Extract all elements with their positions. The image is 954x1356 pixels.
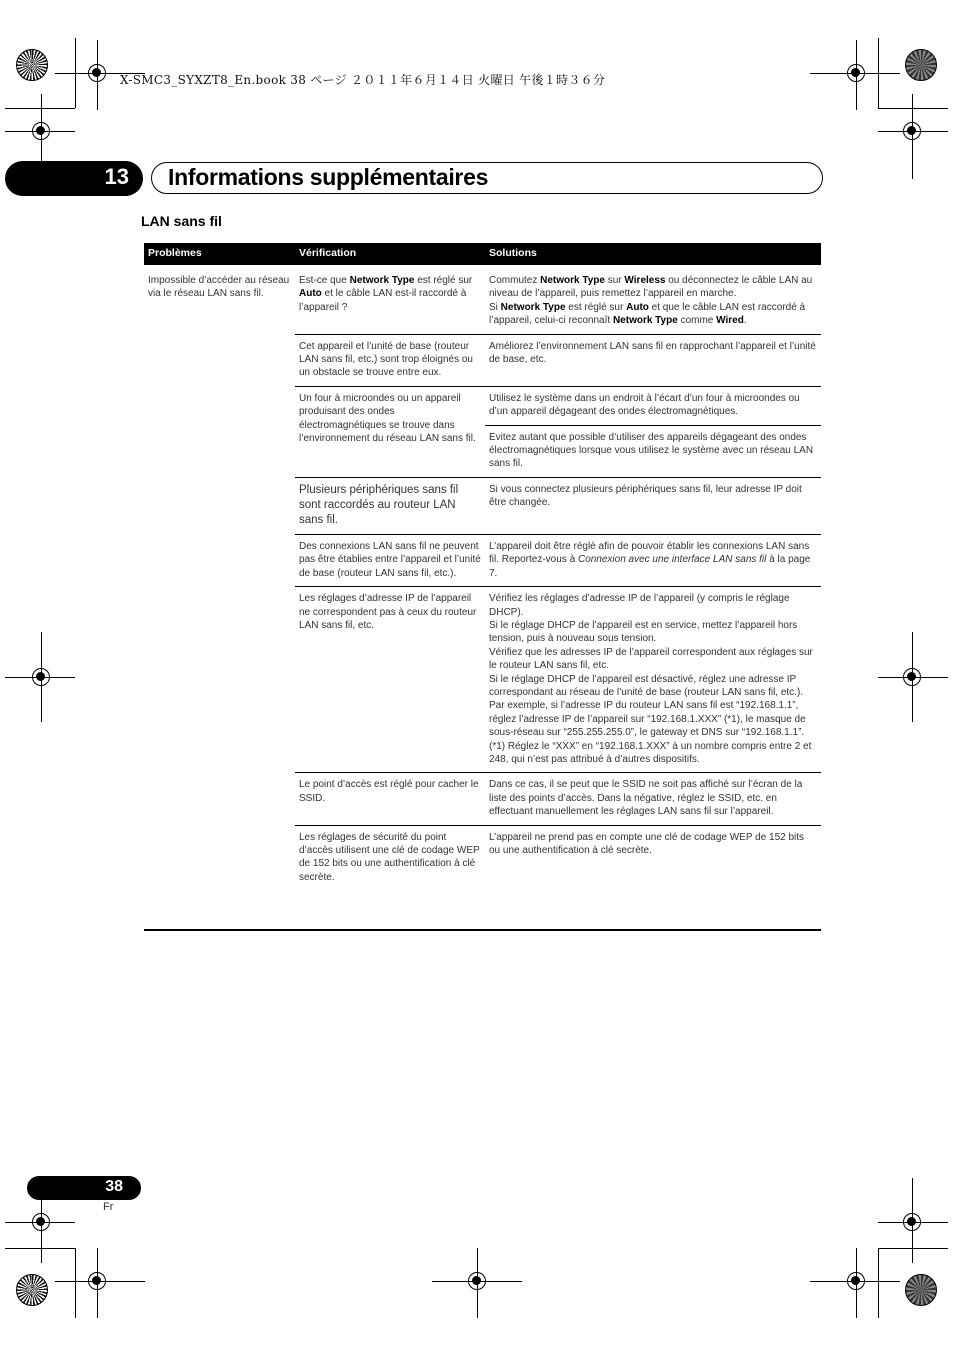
registration-wheel-icon <box>16 1274 48 1306</box>
page-title: Informations supplémentaires <box>168 164 489 190</box>
problem-cell: Impossible d’accéder au réseau via le réseau LAN sans fil. <box>148 275 290 300</box>
chapter-number: 13 <box>104 164 129 189</box>
page-number: 38 <box>105 1178 123 1195</box>
chapter-badge <box>5 161 143 196</box>
verification-cell: Des connexions LAN sans fil ne peuvent pas être établies entre l’appareil et l’unité de base (routeur LAN sans fil, etc.). <box>295 534 485 586</box>
verification-cell: Cet appareil et l’unité de base (routeur LAN sans fil, etc.) sont trop éloignés ou un obstacle se trouve entre eux. <box>295 334 485 386</box>
solution-cell: Dans ce cas, il se peut que le SSID ne soit pas affiché sur l’écran de la liste des points d’accès. Dans la négative, réglez le SSID, etc. en effectuant manuellement les réglages LAN sans fil sur l’appareil. <box>485 773 821 825</box>
solution-cell: L’appareil ne prend pas en compte une clé de codage WEP de 152 bits ou une authentification à clé secrète. <box>485 825 821 890</box>
crosshair-target-icon <box>903 668 921 686</box>
crosshair-target-icon <box>847 1272 865 1290</box>
table-bottom-rule <box>144 929 821 931</box>
page-language: Fr <box>103 1201 114 1213</box>
column-header: Solutions <box>485 243 821 265</box>
solution-cell: Si vous connectez plusieurs périphériques sans fil, leur adresse IP doit être changée. <box>485 477 821 534</box>
column-header: Vérification <box>295 243 485 265</box>
solution-cell: Utilisez le système dans un endroit à l’écart d’un four à microondes ou d’un appareil dégageant des ondes électromagnétiques. <box>485 386 821 425</box>
verification-cell: Le point d’accès est réglé pour cacher le SSID. <box>295 773 485 825</box>
solution-cell: Evitez autant que possible d’utiliser des appareils dégageant des ondes électromagnétiques lorsque vous utilisez le système avec un réseau LAN sans fil. <box>485 425 821 477</box>
table-header-row <box>144 243 821 265</box>
crosshair-target-icon <box>32 122 50 140</box>
verification-cell: Plusieurs périphériques sans fil sont raccordés au routeur LAN sans fil. <box>295 477 485 534</box>
solution-cell: Vérifiez les réglages d’adresse IP de l’appareil (y compris le réglage DHCP). Si le réglage DHCP de l’appareil est en service, mettez l’appareil hors tension, puis à nouveau sous tension. Vérifiez que les adresses IP de l’appareil correspondent aux réglages sur le routeur LAN sans fil, etc. Si le réglage DHCP de l’appareil est désactivé, réglez une adresse IP correspondant au réseau de l’unité de base (routeur LAN sans fil, etc.). Par exemple, si l’adresse IP du routeur LAN sans fil est “192.168.1.1”, réglez l’adresse IP de l’appareil sur “192.168.1.XXX” (*1), le masque de sous-réseau sur “255.255.255.0”, le gateway et DNS sur “192.168.1.1”. (*1) Réglez le “XXX” en “192.168.1.XXX” à un nombre compris entre 2 et 248, qui n’est pas attribué à d’autres dispositifs. <box>485 587 821 773</box>
verification-cell: Un four à microondes ou un appareil produisant des ondes électromagnétiques se trouve dans l’environnement du réseau LAN sans fil. <box>295 386 485 477</box>
chapter-title-box <box>151 162 823 194</box>
crosshair-target-icon <box>32 1213 50 1231</box>
troubleshooting-table <box>144 243 821 890</box>
verification-cell: Les réglages de sécurité du point d’accès utilisent une clé de codage WEP de 152 bits ou une authentification à clé secrète. <box>295 825 485 890</box>
crosshair-target-icon <box>88 1272 106 1290</box>
crosshair-target-icon <box>903 1213 921 1231</box>
registration-wheel-icon <box>16 49 48 81</box>
crosshair-target-icon <box>32 668 50 686</box>
crosshair-target-icon <box>903 122 921 140</box>
verification-cell: Est-ce que Network Type est réglé sur Auto et le câble LAN est-il raccordé à l’appareil ? <box>299 275 473 313</box>
solution-cell: Commutez Network Type sur Wireless ou déconnectez le câble LAN au niveau de l’appareil, puis remettez l’appareil en marche. Si Network Type est réglé sur Auto et que le câble LAN est raccordé à l’appareil, celui-ci reconnaît Network Type comme Wired. <box>489 275 813 327</box>
section-title: LAN sans fil <box>141 213 222 229</box>
crosshair-target-icon <box>88 64 106 82</box>
column-header: Problèmes <box>144 243 295 265</box>
print-header: X-SMC3_SYXZT8_En.book 38 ページ ２０１１年６月１４日 火曜日 午後１時３６分 <box>120 73 606 87</box>
page-number-badge <box>27 1176 141 1200</box>
crosshair-target-icon <box>847 64 865 82</box>
verification-cell: Les réglages d’adresse IP de l’appareil ne correspondent pas à ceux du routeur LAN sans fil, etc. <box>295 587 485 773</box>
registration-wheel-icon <box>905 1274 937 1306</box>
crosshair-target-icon <box>468 1272 486 1290</box>
registration-wheel-icon <box>905 49 937 81</box>
solution-cell: L’appareil doit être réglé afin de pouvoir établir les connexions LAN sans fil. Reportez-vous à Connexion avec une interface LAN sans fil à la page 7. <box>485 534 821 586</box>
table-row <box>144 265 821 334</box>
solution-cell: Améliorez l’environnement LAN sans fil en rapprochant l’appareil et l’unité de base, etc. <box>485 334 821 386</box>
